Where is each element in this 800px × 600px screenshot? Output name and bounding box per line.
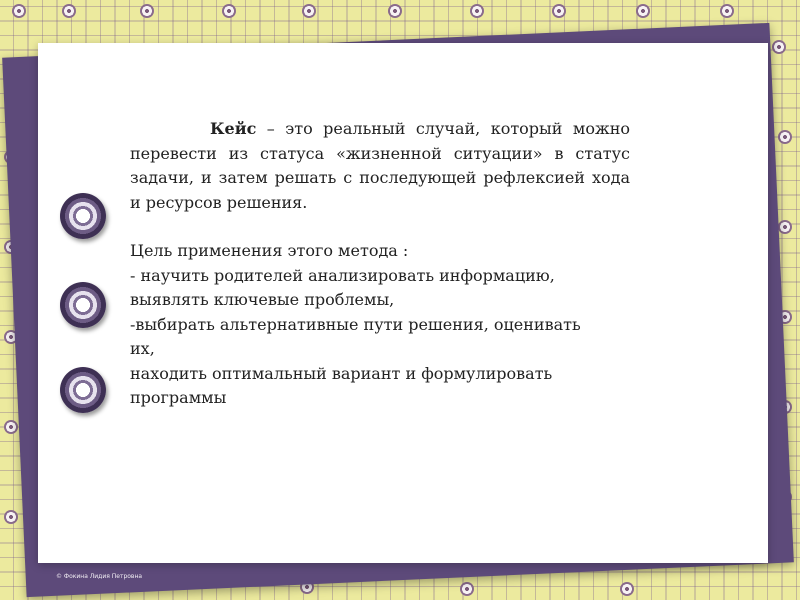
flower-icon — [772, 40, 786, 54]
flower-icon — [552, 4, 566, 18]
slide-content — [130, 117, 630, 411]
definition-text: – это реальный случай, который можно перевести из статуса «жизненной ситуации» в статус задачи, и затем решать с последующей рефлексией хода и ресурсов решения. — [130, 119, 630, 212]
flower-icon — [388, 4, 402, 18]
flower-icon — [4, 510, 18, 524]
ring-bullet-icon — [60, 193, 106, 239]
goal-line: - научить родителей анализировать информацию, — [130, 265, 555, 285]
flower-icon — [222, 4, 236, 18]
flower-icon — [470, 4, 484, 18]
flower-icon — [302, 4, 316, 18]
ring-bullet-icon — [60, 282, 106, 328]
goal-line: -выбирать альтернативные пути решения, оценивать — [130, 314, 581, 334]
flower-icon — [4, 420, 18, 434]
flower-icon — [140, 4, 154, 18]
flower-icon — [778, 130, 792, 144]
flower-icon — [620, 582, 634, 596]
flower-icon — [12, 4, 26, 18]
flower-icon — [636, 4, 650, 18]
goal-line: их, — [130, 339, 155, 358]
definition-paragraph — [130, 117, 630, 215]
flower-icon — [778, 220, 792, 234]
goal-line: выявлять ключевые проблемы, — [130, 290, 395, 309]
flower-icon — [62, 4, 76, 18]
goal-line: находить оптимальный вариант и формулировать — [130, 363, 553, 383]
goal-heading: Цель применения этого метода : — [130, 241, 409, 260]
goal-line: программы — [130, 388, 227, 407]
flower-icon — [720, 4, 734, 18]
flower-icon — [460, 582, 474, 596]
ring-bullet-icon — [60, 367, 106, 413]
keyword: Кейс — [210, 119, 257, 138]
credit-text: © Фокина Лидия Петровна — [56, 573, 143, 580]
